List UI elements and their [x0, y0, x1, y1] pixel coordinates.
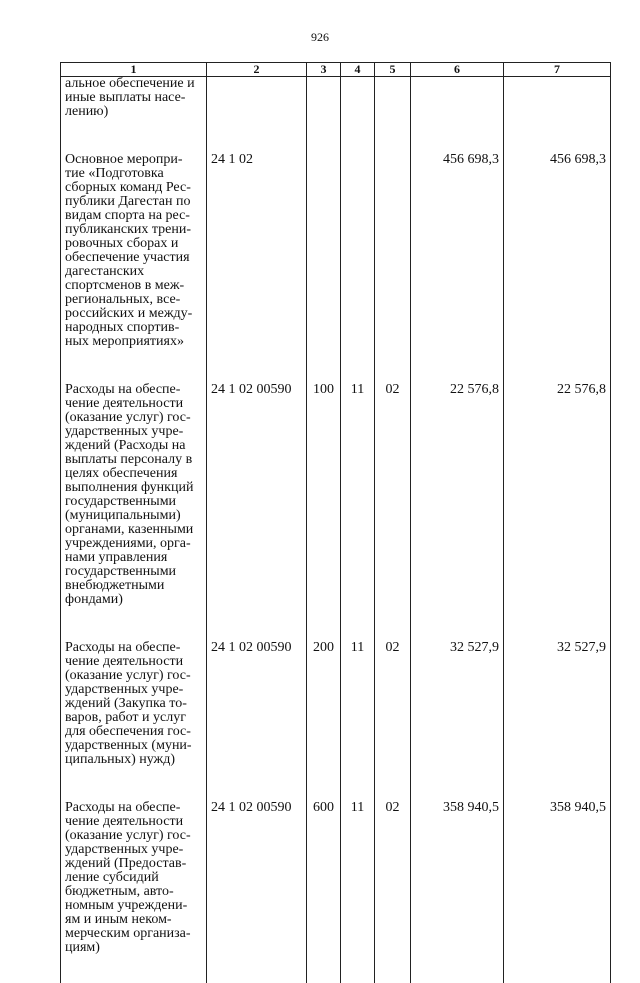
- spacer-cell: [341, 607, 375, 641]
- expense-name-line: лению): [65, 105, 203, 119]
- amount-col7-cell: 32 527,9: [504, 641, 611, 767]
- expense-name-line: (муниципальными): [65, 509, 203, 523]
- spacer-cell: [207, 767, 307, 801]
- expense-type-cell: 100: [307, 383, 341, 607]
- expense-type-cell: [307, 77, 341, 120]
- expense-name-line: ям и иным неком-: [65, 913, 203, 927]
- expense-name-line: ципальных) нужд): [65, 753, 203, 767]
- expense-name-line: ждений (Расходы на: [65, 439, 203, 453]
- expense-name-line: Основное меропри-: [65, 153, 203, 167]
- budget-table: [60, 62, 611, 983]
- spacer-cell: [61, 607, 207, 641]
- row-spacer: [61, 119, 611, 153]
- subsection-cell: [375, 153, 411, 349]
- expense-name-cell: [61, 383, 207, 607]
- spacer-cell: [341, 767, 375, 801]
- expense-type-cell: [307, 153, 341, 349]
- expense-name-line: видам спорта на рес-: [65, 209, 203, 223]
- expense-name-line: ударственных (муни-: [65, 739, 203, 753]
- spacer-cell: [375, 119, 411, 153]
- amount-col6-cell: 32 527,9: [411, 641, 504, 767]
- expense-name-line: бюджетным, авто-: [65, 885, 203, 899]
- expense-name-line: спортсменов в меж-: [65, 279, 203, 293]
- column-header-6: 6: [411, 63, 504, 77]
- spacer-cell: [341, 349, 375, 383]
- amount-col6-cell: [411, 77, 504, 120]
- expense-name-line: варов, работ и услуг: [65, 711, 203, 725]
- column-header-7: 7: [504, 63, 611, 77]
- spacer-cell: [307, 767, 341, 801]
- column-header-1: 1: [61, 63, 207, 77]
- spacer-cell: [375, 607, 411, 641]
- spacer-cell: [504, 119, 611, 153]
- amount-col6-cell: 456 698,3: [411, 153, 504, 349]
- expense-name-line: внебюджетными: [65, 579, 203, 593]
- amount-col7-cell: 22 576,8: [504, 383, 611, 607]
- expense-name-cell: [61, 801, 207, 955]
- section-cell: [341, 153, 375, 349]
- expense-name-line: дагестанских: [65, 265, 203, 279]
- expense-name-line: учреждениями, орга-: [65, 537, 203, 551]
- spacer-cell: [375, 349, 411, 383]
- page-number: 926: [0, 30, 640, 45]
- tail-cell: [504, 955, 611, 983]
- expense-name-line: региональных, все-: [65, 293, 203, 307]
- expense-name-line: (оказание услуг) гос-: [65, 829, 203, 843]
- expense-name-cell: [61, 641, 207, 767]
- subsection-cell: 02: [375, 641, 411, 767]
- subsection-cell: [375, 77, 411, 120]
- tail-cell: [61, 955, 207, 983]
- spacer-cell: [207, 119, 307, 153]
- expense-name-line: ударственных учре-: [65, 843, 203, 857]
- expense-name-line: Расходы на обеспе-: [65, 801, 203, 815]
- expense-name-line: сборных команд Рес-: [65, 181, 203, 195]
- expense-name-line: чение деятельности: [65, 397, 203, 411]
- table-header-row: [61, 63, 611, 77]
- expense-name-line: нами управления: [65, 551, 203, 565]
- expense-name-line: альное обеспечение и: [65, 77, 203, 91]
- table-row: [61, 641, 611, 767]
- expense-name-line: чение деятельности: [65, 815, 203, 829]
- spacer-cell: [307, 119, 341, 153]
- spacer-cell: [61, 119, 207, 153]
- tail-cell: [375, 955, 411, 983]
- expense-name-line: российских и между-: [65, 307, 203, 321]
- expense-type-cell: 200: [307, 641, 341, 767]
- row-spacer: [61, 607, 611, 641]
- table-row: [61, 801, 611, 955]
- expense-name-line: ждений (Закупка то-: [65, 697, 203, 711]
- amount-col7-cell: [504, 77, 611, 120]
- expense-name-line: Расходы на обеспе-: [65, 641, 203, 655]
- spacer-cell: [61, 767, 207, 801]
- spacer-cell: [307, 349, 341, 383]
- expense-name-cell: [61, 77, 207, 120]
- spacer-cell: [504, 349, 611, 383]
- spacer-cell: [207, 607, 307, 641]
- column-header-2: 2: [207, 63, 307, 77]
- table-row: [61, 153, 611, 349]
- expense-name-line: ление субсидий: [65, 871, 203, 885]
- expense-name-line: государственными: [65, 565, 203, 579]
- expense-name-line: иные выплаты насе-: [65, 91, 203, 105]
- expense-name-line: номным учреждени-: [65, 899, 203, 913]
- expense-type-cell: 600: [307, 801, 341, 955]
- expense-name-line: ударственных учре-: [65, 425, 203, 439]
- expense-name-line: ровочных сборах и: [65, 237, 203, 251]
- expense-name-line: публиканских трени-: [65, 223, 203, 237]
- tail-cell: [341, 955, 375, 983]
- expense-name-line: ных мероприятиях»: [65, 335, 203, 349]
- table-row: [61, 383, 611, 607]
- amount-col7-cell: 358 940,5: [504, 801, 611, 955]
- expense-name-line: чение деятельности: [65, 655, 203, 669]
- subsection-cell: 02: [375, 383, 411, 607]
- table-tail: [61, 955, 611, 983]
- column-header-4: 4: [341, 63, 375, 77]
- section-cell: [341, 77, 375, 120]
- amount-col6-cell: 358 940,5: [411, 801, 504, 955]
- expense-name-line: органами, казенными: [65, 523, 203, 537]
- budget-code-cell: 24 1 02 00590: [207, 641, 307, 767]
- expense-name-line: (оказание услуг) гос-: [65, 669, 203, 683]
- amount-col7-cell: 456 698,3: [504, 153, 611, 349]
- spacer-cell: [307, 607, 341, 641]
- expense-name-line: ждений (Предостав-: [65, 857, 203, 871]
- expense-name-line: государственными: [65, 495, 203, 509]
- section-cell: 11: [341, 383, 375, 607]
- spacer-cell: [411, 767, 504, 801]
- expense-name-line: (оказание услуг) гос-: [65, 411, 203, 425]
- expense-name-cell: [61, 153, 207, 349]
- amount-col6-cell: 22 576,8: [411, 383, 504, 607]
- expense-name-line: выполнения функций: [65, 481, 203, 495]
- section-cell: 11: [341, 641, 375, 767]
- tail-cell: [207, 955, 307, 983]
- spacer-cell: [61, 349, 207, 383]
- expense-name-line: народных спортив-: [65, 321, 203, 335]
- expense-name-line: циям): [65, 941, 203, 955]
- expense-name-line: целях обеспечения: [65, 467, 203, 481]
- budget-code-cell: 24 1 02 00590: [207, 383, 307, 607]
- expense-name-line: ударственных учре-: [65, 683, 203, 697]
- expense-name-line: публики Дагестан по: [65, 195, 203, 209]
- row-spacer: [61, 767, 611, 801]
- budget-code-cell: 24 1 02: [207, 153, 307, 349]
- spacer-cell: [411, 349, 504, 383]
- expense-name-line: Расходы на обеспе-: [65, 383, 203, 397]
- column-header-3: 3: [307, 63, 341, 77]
- subsection-cell: 02: [375, 801, 411, 955]
- budget-code-cell: 24 1 02 00590: [207, 801, 307, 955]
- expense-name-line: фондами): [65, 593, 203, 607]
- expense-name-line: обеспечение участия: [65, 251, 203, 265]
- spacer-cell: [411, 607, 504, 641]
- expense-name-line: мерческим организа-: [65, 927, 203, 941]
- expense-name-line: для обеспечения гос-: [65, 725, 203, 739]
- table-body: [61, 77, 611, 983]
- tail-cell: [411, 955, 504, 983]
- spacer-cell: [504, 767, 611, 801]
- expense-name-line: выплаты персоналу в: [65, 453, 203, 467]
- row-spacer: [61, 349, 611, 383]
- expense-name-line: тие «Подготовка: [65, 167, 203, 181]
- table-row: [61, 77, 611, 120]
- spacer-cell: [341, 119, 375, 153]
- column-header-5: 5: [375, 63, 411, 77]
- spacer-cell: [411, 119, 504, 153]
- section-cell: 11: [341, 801, 375, 955]
- spacer-cell: [375, 767, 411, 801]
- budget-code-cell: [207, 77, 307, 120]
- spacer-cell: [207, 349, 307, 383]
- spacer-cell: [504, 607, 611, 641]
- tail-cell: [307, 955, 341, 983]
